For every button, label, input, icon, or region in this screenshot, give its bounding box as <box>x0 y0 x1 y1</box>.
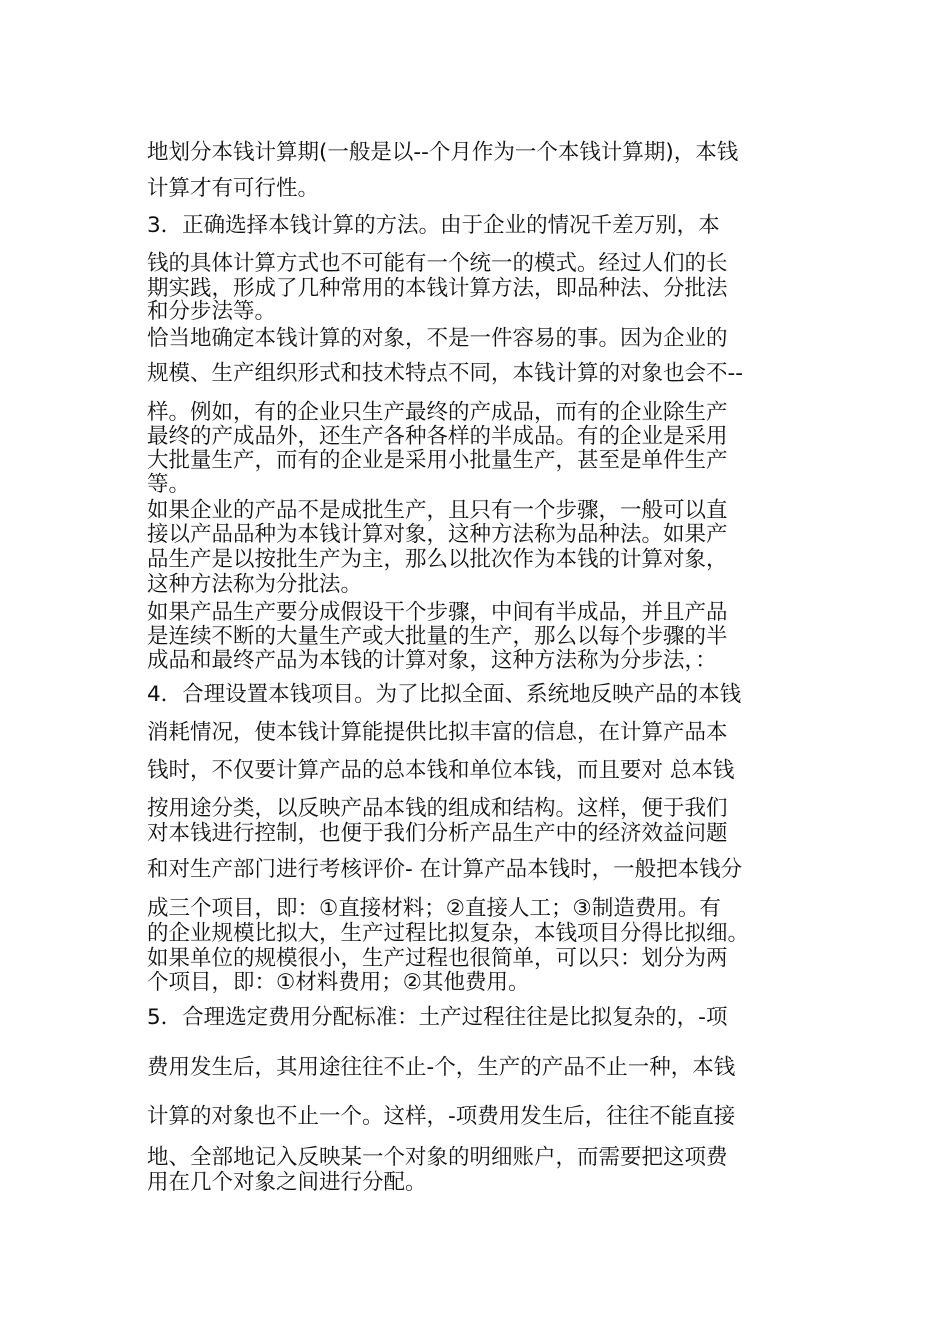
text-line: 规模、生产组织形式和技术特点不同，本钱计算的对象也会不-- <box>147 361 744 386</box>
text-line: 这种方法称为分批法。 <box>147 572 363 597</box>
text-line: 品生产是以按批生产为主，那么以批次作为本钱的计算对象， <box>147 547 728 572</box>
text-line: 期实践，形成了几种常用的本钱计算方法，即品种法、分批法 <box>147 276 728 301</box>
text-line: 费用发生后，其用途往往不止-个，生产的产品不止一种，本钱 <box>147 1055 736 1080</box>
text-line: 和对生产部门进行考核评价- 在计算产品本钱时，一般把本钱分 <box>147 857 743 882</box>
text-line: 如果单位的规模很小，生产过程也很简单，可以只：划分为两 <box>147 946 728 971</box>
text-line: 样。例如，有的企业只生产最终的产成品，而有的企业除生产 <box>147 400 728 425</box>
text-line: 的企业规模比拟大，生产过程比拟复杂，本钱项目分得比拟细。 <box>147 921 750 946</box>
text-line: 个项目，即：①材料费用；②其他费用。 <box>147 970 530 995</box>
text-line: 用在几个对象之间进行分配。 <box>147 1170 427 1195</box>
text-line: 成品和最终产品为本钱的计算对象，这种方法称为分步法，： <box>147 648 717 673</box>
text-line: 地、全部地记入反映某一个对象的明细账户，而需要把这项费 <box>147 1145 728 1170</box>
text-line: 最终的产成品外，还生产各种各样的半成品。有的企业是采用 <box>147 424 728 449</box>
text-line: 计算才有可行性。 <box>147 176 320 201</box>
text-line: 对本钱进行控制，也便于我们分析产品生产中的经济效益问题 <box>147 821 728 846</box>
text-line: 恰当地确定本钱计算的对象，不是一件容易的事。因为企业的 <box>147 326 728 351</box>
text-line: 地划分本钱计算期(一般是以--个月作为一个本钱计算期)，本钱 <box>147 140 739 165</box>
text-line: 5．合理选定费用分配标准：土产过程往往是比拟复杂的，-项 <box>147 1005 728 1030</box>
text-line: 大批量生产，而有的企业是采用小批量生产，甚至是单件生产 <box>147 448 728 473</box>
text-line: 钱的具体计算方式也不可能有一个统一的模式。经过人们的长 <box>147 251 728 276</box>
text-line: 如果产品生产要分成假设干个步骤，中间有半成品，并且产品 <box>147 600 728 625</box>
text-line: 4．合理设置本钱项目。为了比拟全面、系统地反映产品的本钱 <box>147 682 742 707</box>
text-line: 是连续不断的大量生产或大批量的生产，那么以每个步骤的半 <box>147 624 728 649</box>
text-line: 3．正确选择本钱计算的方法。由于企业的情况千差万别，本 <box>147 213 720 238</box>
text-line: 按用途分类，以反映产品本钱的组成和结构。这样，便于我们 <box>147 796 728 821</box>
text-line: 接以产品品种为本钱计算对象，这种方法称为品种法。如果产 <box>147 522 728 547</box>
text-line: 计算的对象也不止一个。这样，-项费用发生后，往往不能直接 <box>147 1104 736 1129</box>
text-line: 消耗情况，使本钱计算能提供比拟丰富的信息，在计算产品本 <box>147 720 728 745</box>
text-line: 和分步法等。 <box>147 299 277 324</box>
text-line: 如果企业的产品不是成批生产，且只有一个步骤，一般可以直 <box>147 498 728 523</box>
text-line: 成三个项目，即：①直接材料；②直接人工；③制造费用。有 <box>147 896 721 921</box>
text-line: 钱时，不仅要计算产品的总本钱和单位本钱，而且要对 总本钱 <box>147 758 735 783</box>
text-line: 等。 <box>147 472 191 497</box>
